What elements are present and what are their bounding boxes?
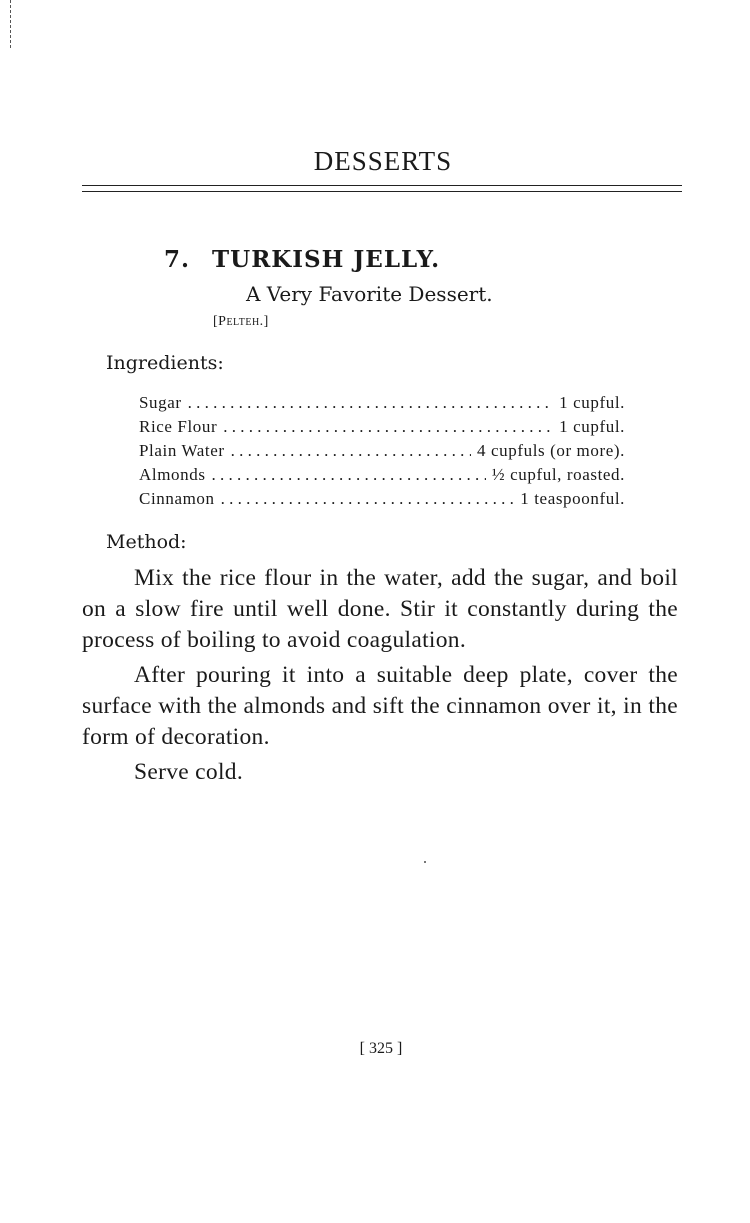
page-number: [ 325 ] xyxy=(359,1040,403,1057)
ingredients-list xyxy=(139,391,625,511)
method-text xyxy=(82,563,678,792)
ingredient-row xyxy=(139,487,625,511)
recipe-subtitle: A Very Favorite Dessert. xyxy=(246,282,493,306)
leader-dots xyxy=(223,415,553,439)
method-paragraph: After pouring it into a suitable deep plate, cover the surface with the almonds and sift the cinnamon over it, in the form of decoration. xyxy=(82,662,678,750)
ingredient-row xyxy=(139,391,625,415)
ingredient-row xyxy=(139,463,625,487)
method-paragraph: Mix the rice flour in the water, add the sugar, and boil on a slow fire until well done. Stir it constantly during the process of boiling to avoid coagulation. xyxy=(82,565,678,653)
ingredients-heading: Ingredients: xyxy=(106,352,224,374)
scan-edge-mark xyxy=(10,0,12,48)
leader-dots xyxy=(188,391,553,415)
ingredient-name: Almonds xyxy=(139,465,206,484)
ingredient-name: Cinnamon xyxy=(139,489,215,508)
leader-dots xyxy=(231,439,471,463)
recipe-title-text: TURKISH JELLY. xyxy=(212,246,441,273)
ingredient-name: Rice Flour xyxy=(139,417,218,436)
recipe-number: 7. xyxy=(164,246,191,273)
running-head: DESSERTS xyxy=(313,146,453,176)
leader-dots xyxy=(212,463,486,487)
header-rule-bottom xyxy=(82,191,682,192)
leader-dots xyxy=(221,487,515,511)
ingredient-row xyxy=(139,415,625,439)
header-rule-top xyxy=(82,185,682,186)
recipe-native-name: [Pelteh.] xyxy=(213,314,269,329)
print-speck xyxy=(424,861,426,863)
recipe-title xyxy=(164,246,440,273)
ingredient-name: Plain Water xyxy=(139,441,225,460)
method-paragraph: Serve cold. xyxy=(134,759,244,785)
ingredient-amount: 1 teaspoonful. xyxy=(520,489,625,508)
ingredient-row xyxy=(139,439,625,463)
ingredient-name: Sugar xyxy=(139,393,182,412)
ingredient-amount: 1 cupful. xyxy=(559,417,625,436)
ingredient-amount: 1 cupful. xyxy=(559,393,625,412)
method-heading: Method: xyxy=(106,531,187,553)
ingredient-amount: ½ cupful, roasted. xyxy=(491,465,625,484)
ingredient-amount: 4 cupfuls (or more). xyxy=(477,441,625,460)
